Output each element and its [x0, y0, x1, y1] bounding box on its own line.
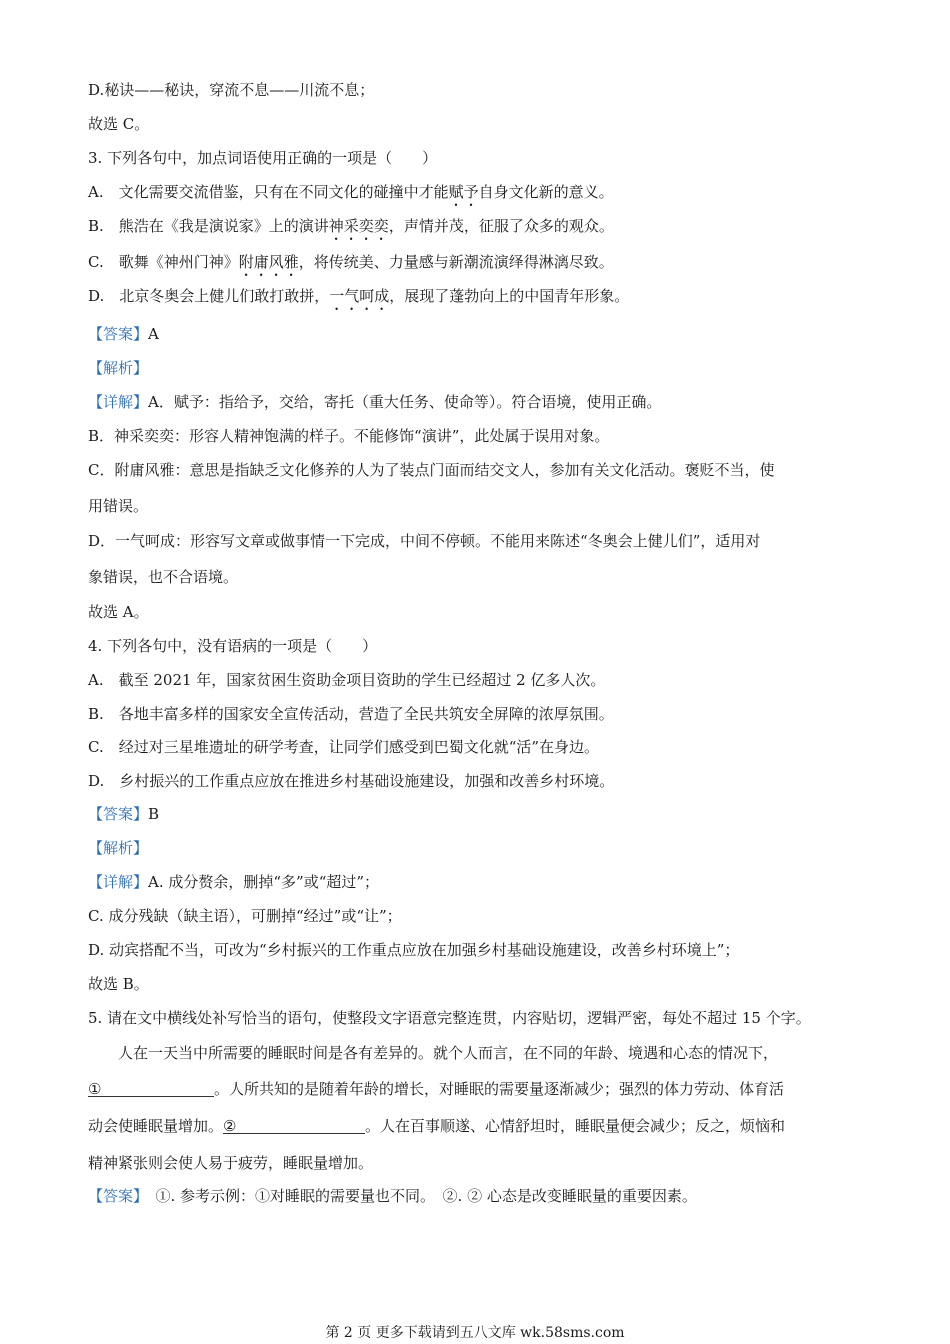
- analysis-tag: 【解析】: [88, 359, 149, 377]
- question-3-option-b: B. 熊浩在《我是演说家》上的演讲神采奕奕，声情并茂，征服了众多的观众。: [88, 217, 614, 235]
- text-line: D. 动宾搭配不当，可改为“乡村振兴的工作重点应放在加强乡村基础设施建设，改善乡村环境上”；: [88, 941, 740, 959]
- answer-tag: 【答案】: [88, 805, 149, 823]
- emphasized-word: 一气呵成: [329, 287, 390, 305]
- text-line: 象错误，也不合语境。: [88, 568, 239, 586]
- text-line: 故选 A。: [88, 603, 149, 621]
- question-3-stem: 3. 下列各句中，加点词语使用正确的一项是（ ）: [88, 149, 438, 167]
- question-3-option-c: C. 歌舞《神州门神》附庸风雅，将传统美、力量感与新潮流演绎得淋漓尽致。: [88, 253, 614, 271]
- text-line: 故选 C。: [88, 115, 150, 133]
- text-line: 用错误。: [88, 497, 149, 515]
- text-line: 故选 B。: [88, 975, 149, 993]
- answer-tag: 【答案】: [88, 1187, 141, 1205]
- question-4-option-d: D. 乡村振兴的工作重点应放在推进乡村基础设施建设，加强和改善乡村环境。: [88, 772, 615, 790]
- text-line: C．附庸风雅：意思是指缺乏文化修养的人为了装点门面而结交文人，参加有关文化活动。褒贬不当，使: [88, 461, 775, 479]
- question-4-option-c: C. 经过对三星堆遗址的研学考查，让同学们感受到巴蜀文化就“活”在身边。: [88, 738, 600, 756]
- passage-line: 动会使睡眠量增加。② 。人在百事顺遂、心情舒坦时，睡眠量便会减少；反之，烦恼和: [88, 1117, 786, 1135]
- analysis-line: [88, 838, 148, 858]
- detail-tag: 【详解】: [88, 873, 149, 891]
- text-line: D.秘诀——秘诀，穿流不息——川流不息；: [88, 81, 375, 99]
- detail-line: 【详解】A．赋予：指给予，交给，寄托（重大任务、使命等）。符合语境，使用正确。: [88, 393, 662, 411]
- answer-line: 【答案】 ①. 参考示例：①对睡眠的需要量也不同。 ②. ② 心态是改变睡眠量的重要因素。: [88, 1187, 697, 1205]
- fill-blank-1: ①: [88, 1079, 214, 1097]
- detail-tag: 【详解】: [88, 393, 149, 411]
- question-4-stem: 4. 下列各句中，没有语病的一项是（ ）: [88, 637, 378, 655]
- question-5-stem: 5. 请在文中横线处补写恰当的语句，使整段文字语意完整连贯，内容贴切，逻辑严密，每处不超过 15 个字。: [88, 1009, 811, 1027]
- fill-blank-2: ②: [223, 1116, 365, 1134]
- question-4-option-b: B. 各地丰富多样的国家安全宣传活动，营造了全民共筑安全屏障的浓厚氛围。: [88, 705, 614, 723]
- passage-line: 人在一天当中所需要的睡眠时间是各有差异的。就个人而言，在不同的年龄、境遇和心态的情况下，: [118, 1044, 779, 1062]
- emphasized-word: 附庸风雅: [238, 253, 299, 271]
- detail-line: 【详解】A. 成分赘余，删掉“多”或“超过”；: [88, 873, 380, 891]
- passage-line: 精神紧张则会使人易于疲劳，睡眠量增加。: [88, 1154, 374, 1172]
- passage-line: ① 。人所共知的是随着年龄的增长，对睡眠的需要量逐渐减少；强烈的体力劳动、体育活: [88, 1080, 785, 1098]
- text-line: D．一气呵成：形容写文章或做事情一下完成，中间不停顿。不能用来陈述“冬奥会上健儿们”，适用对: [88, 532, 761, 550]
- analysis-tag: 【解析】: [88, 839, 149, 857]
- page-footer: 第 2 页 更多下载请到五八文库 wk.58sms.com: [325, 1325, 625, 1341]
- text-line: C. 成分残缺（缺主语），可删掉“经过”或“让”；: [88, 907, 402, 925]
- question-3-option-a: A. 文化需要交流借鉴，只有在不同文化的碰撞中才能赋予自身文化新的意义。: [88, 183, 614, 201]
- answer-tag: 【答案】: [88, 325, 149, 343]
- emphasized-word: 赋予: [448, 183, 479, 201]
- emphasized-word: 神采奕奕: [328, 217, 389, 235]
- text-line: B．神采奕奕：形容人精神饱满的样子。不能修饰“演讲”，此处属于误用对象。: [88, 427, 610, 445]
- analysis-line: [88, 358, 148, 378]
- question-4-option-a: A. 截至 2021 年，国家贫困生资助金项目资助的学生已经超过 2 亿多人次。: [88, 671, 606, 689]
- answer-line: 【答案】A: [88, 325, 159, 343]
- question-3-option-d: D. 北京冬奥会上健儿们敢打敢拼，一气呵成，展现了蓬勃向上的中国青年形象。: [88, 287, 630, 305]
- answer-line: 【答案】B: [88, 805, 160, 823]
